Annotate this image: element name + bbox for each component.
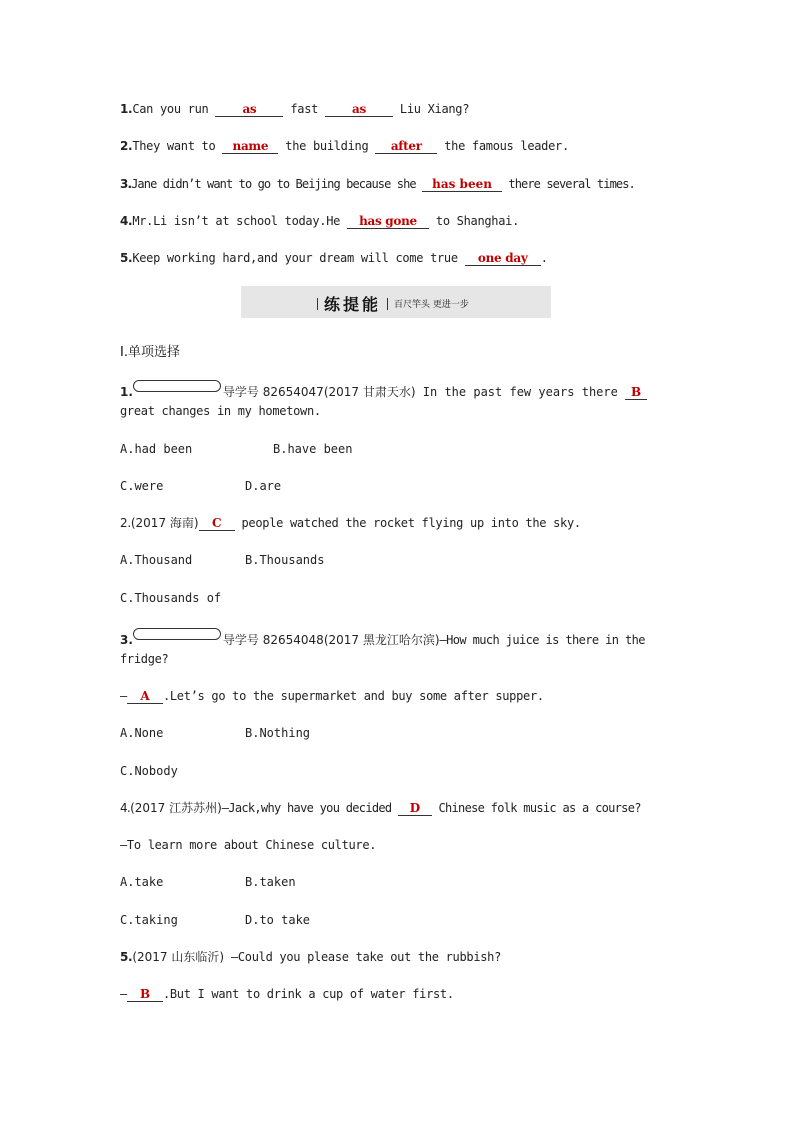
fill-in-item-1: 1.Can you run as fast as Liu Xiang? <box>120 102 470 116</box>
answer-blank: has been <box>422 177 502 192</box>
answer-blank: C <box>199 516 235 531</box>
answer-blank: as <box>215 102 283 117</box>
question-source: (2017 甘肃天水) <box>323 385 416 399</box>
option-c: C.taking <box>120 913 178 927</box>
question-3: 3. 导学号 82654048(2017 黑龙江哈尔滨)—How much juice is there in the <box>120 628 645 648</box>
question-source: (2017 海南) <box>130 516 199 530</box>
option-c: C.were <box>120 479 164 493</box>
section-banner <box>241 286 551 318</box>
option-b: B.Nothing <box>245 726 311 740</box>
option-b: B.taken <box>245 875 296 889</box>
option-b: B.Thousands <box>245 553 325 567</box>
banner-title: 练提能 <box>324 295 382 314</box>
option-a: A.had been <box>120 442 193 456</box>
fill-in-item-4: 4.Mr.Li isn’t at school today.He has gone to Shanghai. <box>120 214 520 228</box>
question-3-continuation: fridge? <box>120 652 169 666</box>
option-d: D.are <box>245 479 282 493</box>
question-4-reply: —To learn more about Chinese culture. <box>120 838 377 852</box>
fill-in-item-3: 3.Jane didn’t want to go to Beijing because she has been there several times. <box>120 177 635 191</box>
answer-blank: B <box>127 987 163 1002</box>
guide-number-box <box>133 628 221 640</box>
divider-bar <box>317 298 318 310</box>
option-d: D.to take <box>245 913 311 927</box>
guide-number: 导学号 82654047 <box>222 385 324 399</box>
fill-in-item-2: 2.They want to name the building after the famous leader. <box>120 139 569 153</box>
answer-blank: B <box>625 385 647 400</box>
question-source: (2017 黑龙江哈尔滨) <box>323 633 440 647</box>
answer-blank: as <box>325 102 393 117</box>
option-a: A.Thousand <box>120 553 193 567</box>
divider-bar <box>387 298 388 310</box>
question-2: 2.(2017 海南) C people watched the rocket flying up into the sky. <box>120 516 581 530</box>
question-source: (2017 山东临沂) <box>132 950 225 964</box>
guide-number-box <box>133 380 221 392</box>
option-b: B.have been <box>273 442 353 456</box>
answer-blank: has gone <box>347 214 429 229</box>
question-5: 5.(2017 山东临沂) —Could you please take out the rubbish? <box>120 950 502 964</box>
answer-blank: name <box>222 139 278 154</box>
question-1: 1. 导学号 82654047(2017 甘肃天水) In the past few years there B <box>120 380 647 400</box>
question-1-continuation: great changes in my hometown. <box>120 404 321 418</box>
guide-number: 导学号 82654048 <box>222 633 324 647</box>
answer-blank: one day <box>465 251 541 266</box>
section-title: Ⅰ.单项选择 <box>120 345 180 360</box>
question-4: 4.(2017 江苏苏州)—Jack,why have you decided D Chinese folk music as a course? <box>120 801 641 815</box>
option-a: A.None <box>120 726 164 740</box>
answer-blank: D <box>398 801 432 816</box>
option-c: C.Thousands of <box>120 591 222 605</box>
answer-blank: after <box>375 139 437 154</box>
fill-in-item-5: 5.Keep working hard,and your dream will come true one day . <box>120 251 548 265</box>
question-3-reply: — A .Let’s go to the supermarket and buy some after supper. <box>120 689 544 703</box>
option-a: A.take <box>120 875 164 889</box>
question-5-reply: — B .But I want to drink a cup of water first. <box>120 987 454 1001</box>
question-source: (2017 江苏苏州) <box>130 801 222 815</box>
option-c: C.Nobody <box>120 764 178 778</box>
banner-subtitle: 百尺竿头 更进一步 <box>394 300 469 310</box>
answer-blank: A <box>127 689 163 704</box>
